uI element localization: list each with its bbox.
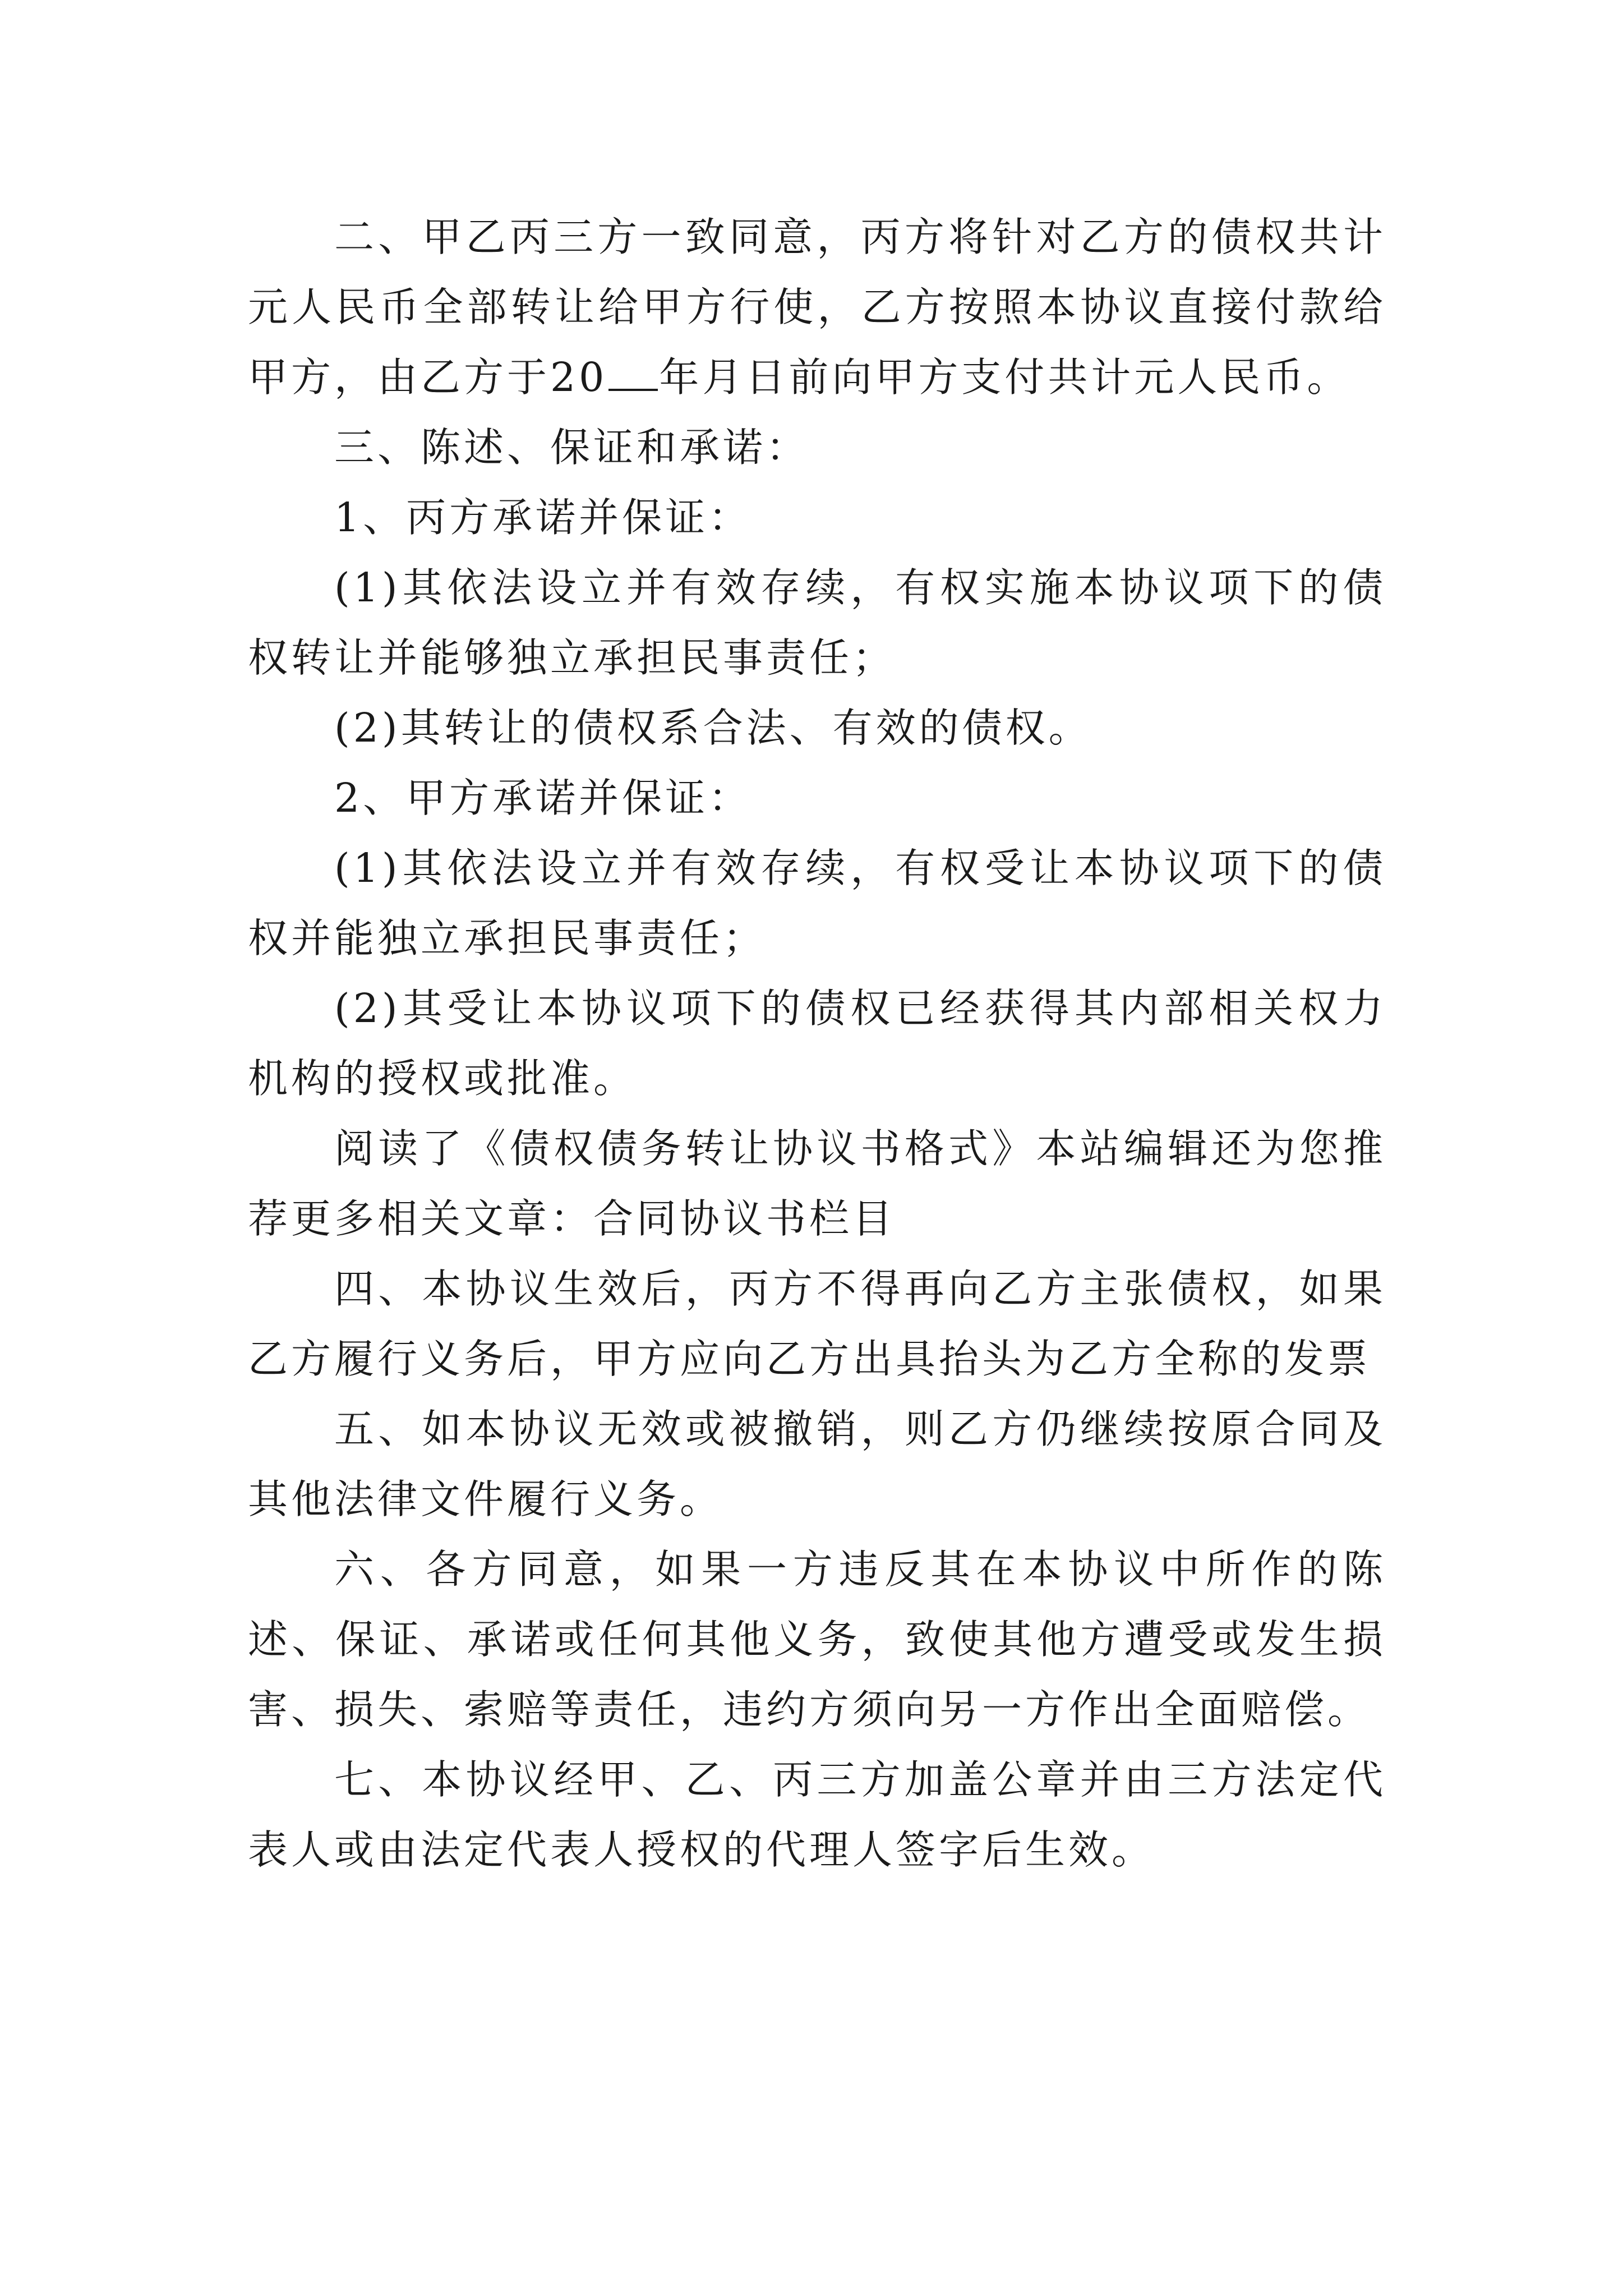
paragraph-3-1-b: (2)其转让的债权系合法、有效的债权。 <box>334 705 1092 751</box>
paragraph-2 <box>248 202 1386 412</box>
paragraph-2-after-blank: 年月日前向甲方支付共计元人民币。 <box>659 354 1350 401</box>
recommendation-paragraph: 阅读了《债权债务转让协议书格式》本站编辑还为您推荐更多相关文章：合同协议书栏目 <box>248 1125 1386 1242</box>
paragraph-5: 五、如本协议无效或被撤销，则乙方仍继续按原合同及其他法律文件履行义务。 <box>248 1406 1386 1522</box>
paragraph-3-2-a: (1)其依法设立并有效存续，有权受让本协议项下的债权并能独立承担民事责任； <box>248 845 1386 961</box>
year-blank-underline <box>608 355 658 391</box>
paragraph-3-heading: 三、陈述、保证和承诺： <box>334 424 810 471</box>
paragraph-6: 六、各方同意，如果一方违反其在本协议中所作的陈述、保证、承诺或任何其他义务，致使其他方遭受或发生损害、损失、索赔等责任，违约方须向另一方作出全面赔偿。 <box>248 1546 1386 1733</box>
document-body <box>248 202 1386 1885</box>
paragraph-3-2: 2、甲方承诺并保证： <box>334 775 752 821</box>
paragraph-7: 七、本协议经甲、乙、丙三方加盖公章并由三方法定代表人或由法定代表人授权的代理人签字后生效。 <box>248 1756 1386 1873</box>
paragraph-4: 四、本协议生效后，丙方不得再向乙方主张债权，如果乙方履行义务后，甲方应向乙方出具抬头为乙方全称的发票 <box>248 1266 1386 1382</box>
paragraph-3-1: 1、丙方承诺并保证： <box>334 494 752 541</box>
paragraph-3-2-b: (2)其受让本协议项下的债权已经获得其内部相关权力机构的授权或批准。 <box>248 985 1386 1102</box>
paragraph-2-before-blank: 二、甲乙丙三方一致同意，丙方将针对乙方的债权共计元人民币全部转让给甲方行使，乙方按照本协议直接付款给甲方，由乙方于20 <box>248 214 1386 401</box>
paragraph-3-1-a: (1)其依法设立并有效存续，有权实施本协议项下的债权转让并能够独立承担民事责任； <box>248 564 1386 681</box>
